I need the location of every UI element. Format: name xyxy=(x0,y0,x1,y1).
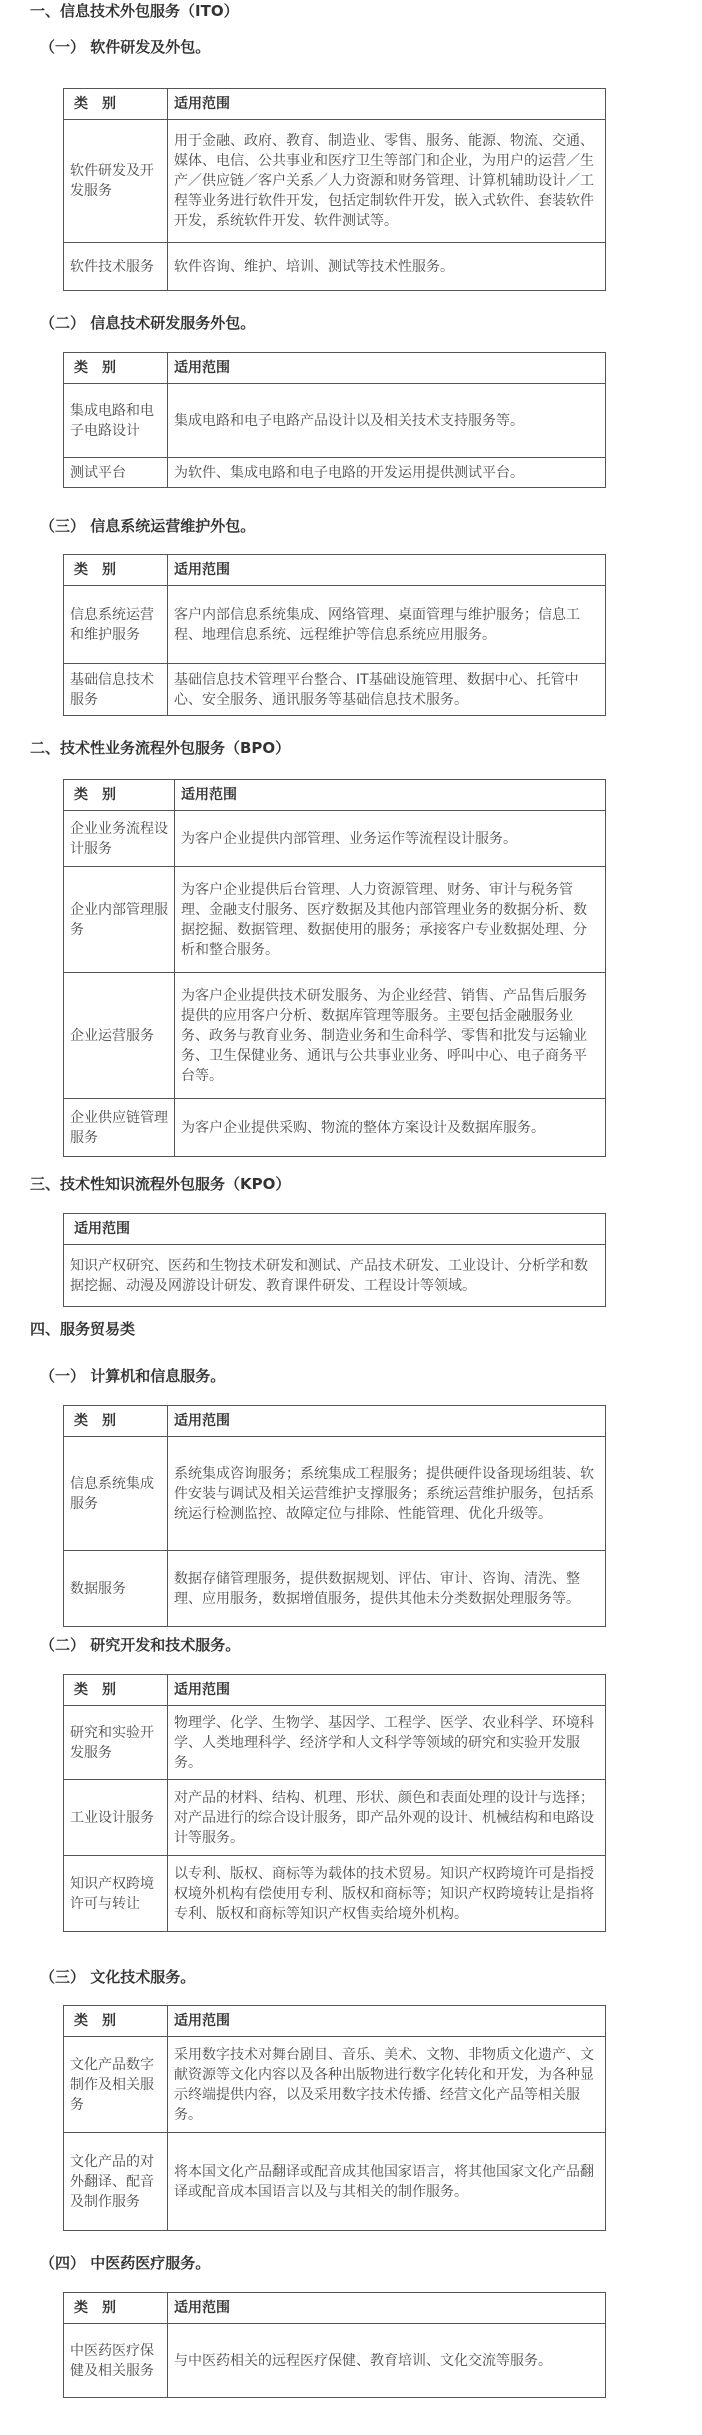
table-row xyxy=(64,664,606,716)
table-header-row xyxy=(64,780,606,811)
table-it-rd xyxy=(63,352,606,488)
table-header-row xyxy=(64,1214,606,1245)
table-row xyxy=(64,458,606,488)
table-row xyxy=(64,973,606,1099)
header-scope: 适用范围 xyxy=(175,780,606,811)
category-cell: 基础信息技术服务 xyxy=(64,664,168,716)
header-category: 类 别 xyxy=(64,89,168,120)
table-row xyxy=(64,811,606,867)
table-software xyxy=(63,88,606,291)
header-category: 类 别 xyxy=(64,1406,168,1437)
category-cell: 工业设计服务 xyxy=(64,1780,168,1856)
category-cell: 研究和实验开发服务 xyxy=(64,1706,168,1780)
category-cell: 中医药医疗保健及相关服务 xyxy=(64,2324,168,2398)
header-scope: 适用范围 xyxy=(168,353,606,384)
table-header-row xyxy=(64,2006,606,2037)
table-header-row xyxy=(64,1406,606,1437)
scope-cell: 为客户企业提供后台管理、人力资源管理、财务、审计与税务管理、金融支付服务、医疗数据及其他内部管理业务的数据分析、数据挖掘、数据管理、数据使用的服务；承接客户专业数据处理、分析和整合服务。 xyxy=(175,867,606,973)
table-rd-tech xyxy=(63,1674,606,1932)
table-row xyxy=(64,2133,606,2231)
category-cell: 企业业务流程设计服务 xyxy=(64,811,175,867)
scope-cell: 系统集成咨询服务；系统集成工程服务；提供硬件设备现场组装、软件安装与调试及相关运营维护支撑服务；系统运营维护服务，包括系统运行检测监控、故障定位与排除、性能管理、优化升级等。 xyxy=(168,1437,606,1551)
category-cell: 知识产权跨境许可与转让 xyxy=(64,1856,168,1932)
section-title-bpo: 二、技术性业务流程外包服务（BPO） xyxy=(30,739,291,757)
header-scope: 适用范围 xyxy=(168,2293,606,2324)
table-row xyxy=(64,1856,606,1932)
table-header-row xyxy=(64,555,606,586)
table-row xyxy=(64,243,606,291)
category-cell: 信息系统运营和维护服务 xyxy=(64,586,168,664)
scope-cell: 集成电路和电子电路产品设计以及相关技术支持服务等。 xyxy=(168,384,606,458)
scope-cell: 知识产权研究、医药和生物技术研发和测试、产品技术研发、工业设计、分析学和数据挖掘、动漫及网游设计研发、教育课件研发、工程设计等领域。 xyxy=(64,1245,606,1307)
header-scope: 适用范围 xyxy=(168,89,606,120)
header-scope: 适用范围 xyxy=(64,1214,606,1245)
table-bpo xyxy=(63,779,606,1157)
table-row xyxy=(64,1099,606,1157)
table-computer-info xyxy=(63,1405,606,1627)
table-row xyxy=(64,867,606,973)
scope-cell: 与中医药相关的远程医疗保健、教育培训、文化交流等服务。 xyxy=(168,2324,606,2398)
category-cell: 测试平台 xyxy=(64,458,168,488)
table-header-row xyxy=(64,353,606,384)
section-title-ito: 一、信息技术外包服务（ITO） xyxy=(30,2,239,20)
header-category: 类 别 xyxy=(64,2006,168,2037)
header-category: 类 别 xyxy=(64,2293,168,2324)
table-row xyxy=(64,1780,606,1856)
table-row xyxy=(64,1437,606,1551)
scope-cell: 客户内部信息系统集成、网络管理、桌面管理与维护服务；信息工程、地理信息系统、远程维护等信息系统应用服务。 xyxy=(168,586,606,664)
section-title-trade: 四、服务贸易类 xyxy=(30,1320,136,1338)
scope-cell: 为客户企业提供采购、物流的整体方案设计及数据库服务。 xyxy=(175,1099,606,1157)
table-row xyxy=(64,2324,606,2398)
scope-cell: 对产品的材料、结构、机理、形状、颜色和表面处理的设计与选择；对产品进行的综合设计服务，即产品外观的设计、机械结构和电路设计等服务。 xyxy=(168,1780,606,1856)
category-cell: 数据服务 xyxy=(64,1551,168,1627)
subsection-title-it-rd: （二） 信息技术研发服务外包。 xyxy=(40,314,256,332)
header-scope: 适用范围 xyxy=(168,555,606,586)
subsection-title-culture: （三） 文化技术服务。 xyxy=(40,1968,196,1986)
scope-cell: 以专利、版权、商标等为载体的技术贸易。知识产权跨境许可是指授权境外机构有偿使用专利、版权和商标等；知识产权跨境转让是指将专利、版权和商标等知识产权售卖给境外机构。 xyxy=(168,1856,606,1932)
table-row xyxy=(64,1551,606,1627)
category-cell: 企业供应链管理服务 xyxy=(64,1099,175,1157)
table-tcm xyxy=(63,2292,606,2398)
header-scope: 适用范围 xyxy=(168,1406,606,1437)
header-category: 类 别 xyxy=(64,1675,168,1706)
category-cell: 信息系统集成服务 xyxy=(64,1437,168,1551)
scope-cell: 数据存储管理服务，提供数据规划、评估、审计、咨询、清洗、整理、应用服务，数据增值服务，提供其他未分类数据处理服务等。 xyxy=(168,1551,606,1627)
subsection-title-software: （一） 软件研发及外包。 xyxy=(40,38,211,56)
scope-cell: 物理学、化学、生物学、基因学、工程学、医学、农业科学、环境科学、人类地理科学、经济学和人文科学等领域的研究和实验开发服务。 xyxy=(168,1706,606,1780)
table-row xyxy=(64,1245,606,1307)
category-cell: 企业运营服务 xyxy=(64,973,175,1099)
category-cell: 软件研发及开发服务 xyxy=(64,120,168,243)
table-kpo xyxy=(63,1213,606,1307)
category-cell: 集成电路和电子电路设计 xyxy=(64,384,168,458)
scope-cell: 软件咨询、维护、培训、测试等技术性服务。 xyxy=(168,243,606,291)
header-scope: 适用范围 xyxy=(168,2006,606,2037)
section-title-kpo: 三、技术性知识流程外包服务（KPO） xyxy=(30,1175,291,1193)
header-category: 类 别 xyxy=(64,353,168,384)
table-row xyxy=(64,1706,606,1780)
table-culture xyxy=(63,2005,606,2231)
category-cell: 企业内部管理服务 xyxy=(64,867,175,973)
table-header-row xyxy=(64,1675,606,1706)
subsection-title-tcm: （四） 中医药医疗服务。 xyxy=(40,2254,211,2272)
category-cell: 文化产品数字制作及相关服务 xyxy=(64,2037,168,2133)
table-header-row xyxy=(64,89,606,120)
table-row xyxy=(64,586,606,664)
subsection-title-ops: （三） 信息系统运营维护外包。 xyxy=(40,517,256,535)
scope-cell: 为客户企业提供技术研发服务、为企业经营、销售、产品售后服务提供的应用客户分析、数据库管理等服务。主要包括金融服务业务、政务与教育业务、制造业务和生命科学、零售和批发与运输业务、卫生保健业务、通讯与公共事业业务、呼叫中心、电子商务平台等。 xyxy=(175,973,606,1099)
table-ops xyxy=(63,554,606,716)
category-cell: 文化产品的对外翻译、配音及制作服务 xyxy=(64,2133,168,2231)
scope-cell: 将本国文化产品翻译或配音成其他国家语言，将其他国家文化产品翻译或配音成本国语言以及与其相关的制作服务。 xyxy=(168,2133,606,2231)
scope-cell: 用于金融、政府、教育、制造业、零售、服务、能源、物流、交通、媒体、电信、公共事业和医疗卫生等部门和企业，为用户的运营／生产／供应链／客户关系／人力资源和财务管理、计算机辅助设计／工程等业务进行软件开发，包括定制软件开发，嵌入式软件、套装软件开发，系统软件开发、软件测试等。 xyxy=(168,120,606,243)
scope-cell: 为软件、集成电路和电子电路的开发运用提供测试平台。 xyxy=(168,458,606,488)
scope-cell: 基础信息技术管理平台整合、IT基础设施管理、数据中心、托管中心、安全服务、通讯服务等基础信息技术服务。 xyxy=(168,664,606,716)
table-header-row xyxy=(64,2293,606,2324)
header-category: 类 别 xyxy=(64,780,175,811)
subsection-title-rd-tech: （二） 研究开发和技术服务。 xyxy=(40,1636,241,1654)
header-scope: 适用范围 xyxy=(168,1675,606,1706)
header-category: 类 别 xyxy=(64,555,168,586)
scope-cell: 为客户企业提供内部管理、业务运作等流程设计服务。 xyxy=(175,811,606,867)
table-row xyxy=(64,2037,606,2133)
category-cell: 软件技术服务 xyxy=(64,243,168,291)
subsection-title-computer-info: （一） 计算机和信息服务。 xyxy=(40,1367,226,1385)
scope-cell: 采用数字技术对舞台剧目、音乐、美术、文物、非物质文化遗产、文献资源等文化内容以及各种出版物进行数字化转化和开发，为各种显示终端提供内容，以及采用数字技术传播、经营文化产品等相关服务。 xyxy=(168,2037,606,2133)
table-row xyxy=(64,120,606,243)
table-row xyxy=(64,384,606,458)
